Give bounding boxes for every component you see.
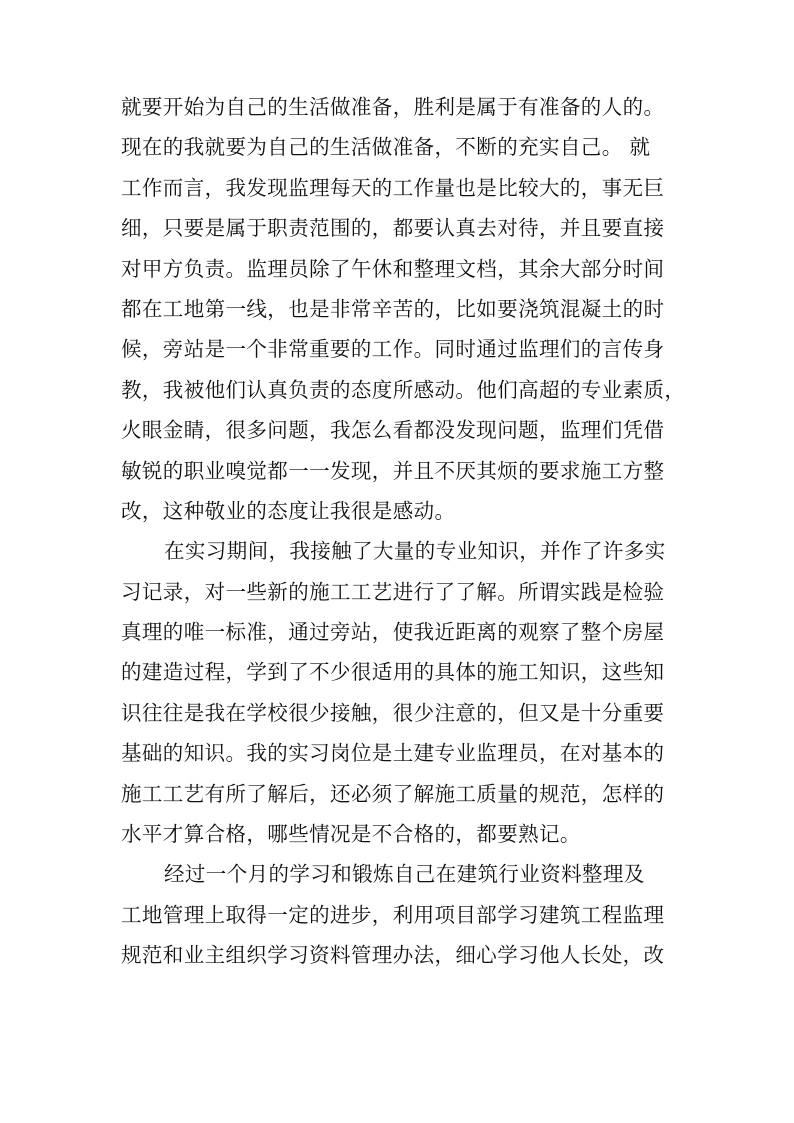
text-line: 工地管理上取得一定的进步，利用项目部学习建筑工程监理 [121,902,665,927]
text-line: 识往往是我在学校很少接触，很少注意的，但又是十分重要 [121,700,665,725]
paragraph-first-line: 在实习期间，我接触了大量的专业知识，并作了许多实 [164,539,666,564]
text-line: 施工工艺有所了解后，还必须了解施工质量的规范，怎样的 [121,781,665,806]
paragraph-first-line: 经过一个月的学习和锻炼自己在建筑行业资料整理及 [164,862,645,887]
text-line: 真理的唯一标准，通过旁站，使我近距离的观察了整个房屋 [121,620,665,645]
body-text [121,87,686,976]
text-line: 敏锐的职业嗅觉都一一发现，并且不厌其烦的要求施工方整 [121,458,665,483]
text-line: 习记录，对一些新的施工工艺进行了了解。所谓实践是检验 [121,579,665,604]
text-line: 都在工地第一线，也是非常辛苦的，比如要浇筑混凝土的时 [121,296,665,321]
text-line: 现在的我就要为自己的生活做准备，不断的充实自己。 就 [121,135,651,160]
text-line: 水平才算合格，哪些情况是不合格的，都要熟记。 [121,822,581,847]
text-line: 规范和业主组织学习资料管理办法，细心学习他人长处，改 [121,943,665,968]
text-line: 改，这种敬业的态度让我很是感动。 [121,498,456,523]
text-line: 对甲方负责。监理员除了午休和整理文档，其余大部分时间 [121,256,665,281]
text-line: 就要开始为自己的生活做准备，胜利是属于有准备的人的。 [121,95,665,119]
text-line: 的建造过程，学到了不少很适用的具体的施工知识，这些知 [121,660,665,685]
text-line: 教，我被他们认真负责的态度所感动。他们高超的专业素质， [121,377,686,402]
text-line: 火眼金睛，很多问题，我怎么看都没发现问题，监理们凭借 [121,418,665,443]
text-line: 工作而言，我发现监理每天的工作量也是比较大的，事无巨 [121,175,665,200]
text-line: 候，旁站是一个非常重要的工作。同时通过监理们的言传身 [121,337,665,362]
text-line: 基础的知识。我的实习岗位是土建专业监理员，在对基本的 [121,741,665,766]
text-line: 细，只要是属于职责范围的，都要认真去对待，并且要直接 [121,216,665,241]
